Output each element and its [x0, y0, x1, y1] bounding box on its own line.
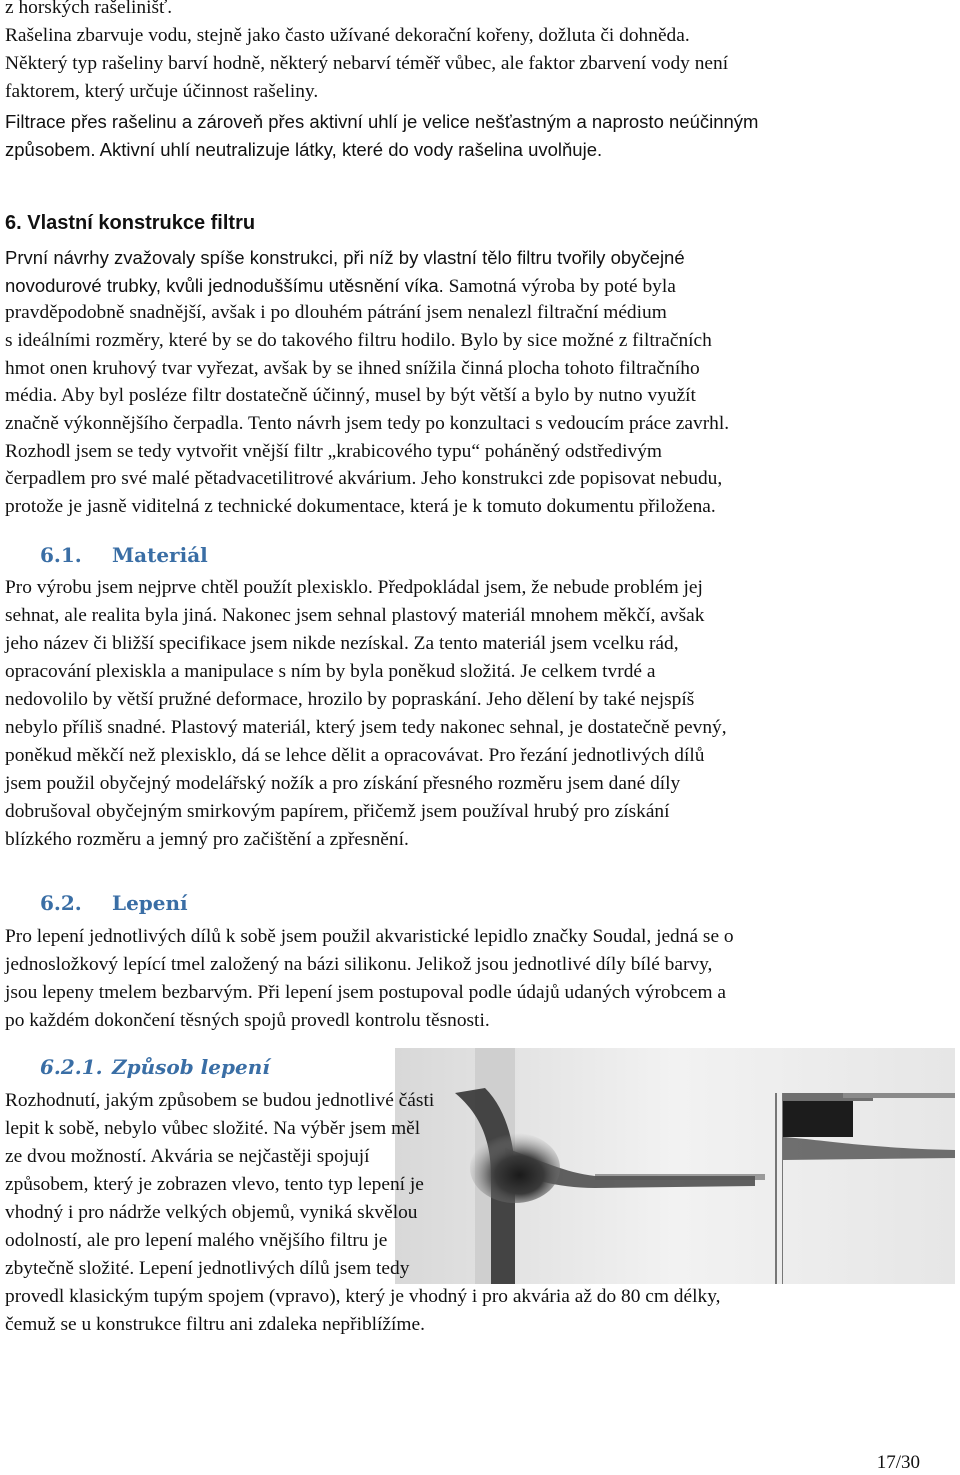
body-line: provedl klasickým tupým spojem (vpravo), který je vhodný i pro akvária až do 80 cm délky, — [5, 1286, 721, 1307]
section-number: 6. — [5, 212, 22, 234]
intro-line: Některý typ rašeliny barví hodně, některý nebarví téměř vůbec, ale faktor zbarvení vody není — [5, 53, 729, 74]
body-line-part: Samotná výroba by poté byla — [443, 276, 676, 297]
body-line: média. Aby byl posléze filtr dostatečně účinný, musel by být větší a bylo by nutno využít — [5, 385, 696, 406]
body-line: opracování plexiskla a manipulace s ním by byla poněkud složitá. Je celkem tvrdé a — [5, 661, 656, 682]
body-line: zbytečně složité. Lepení jednotlivých dílů jsem tedy — [5, 1258, 410, 1279]
body-line: s ideálními rozměry, které by se do takového filtru hodilo. Bylo by sice možné z filtračních — [5, 330, 712, 351]
body-line: lepit k sobě, nebylo vůbec složité. Na výběr jsem měl — [5, 1118, 421, 1139]
intro-line: Filtrace přes rašelinu a zároveň přes aktivní uhlí je velice nešťastným a naprosto neúčinným — [5, 111, 759, 132]
body-line: nedovolilo by větší pružné deformace, hrozilo by popraskání. Jeho dělení by také nejspíš — [5, 689, 695, 710]
body-line: jeho název či bližší specifikace jsem nikde nezískal. Za tento materiál jsem vcelku rád, — [5, 633, 679, 654]
body-line: vhodný i pro nádrže velkých objemů, vyniká skvělou — [5, 1202, 418, 1223]
intro-line: faktorem, který určuje účinnost rašeliny. — [5, 81, 319, 102]
intro-line: způsobem. Aktivní uhlí neutralizuje látky, které do vody rašelina uvolňuje. — [5, 139, 603, 160]
body-line: hmot onen kruhový tvar vyřezat, avšak by se ihned snížila činná plocha tohoto filtračního — [5, 358, 700, 379]
body-line: poněkud měkčí než plexisklo, dá se lehce dělit a opracovávat. Pro řezání jednotlivých dílů — [5, 745, 705, 766]
body-line: Rozhodl jsem se tedy vytvořit vnější filtr „krabicového typu“ poháněný odstředivým — [5, 441, 662, 462]
section-title: Vlastní konstrukce filtru — [27, 212, 256, 234]
section-number: 6.1. — [40, 543, 82, 567]
intro-line: z horských rašelinišť. — [5, 0, 173, 18]
body-line: dobrušoval obyčejným smirkovým papírem, přičemž jsem používal hrubý pro získání — [5, 801, 670, 822]
body-line: sehnat, ale realita byla jiná. Nakonec jsem sehnal plastový materiál mnohem měkčí, avšak — [5, 605, 705, 626]
body-line: protože je jasně viditelná z technické dokumentace, která je k tomuto dokumentu přiložena. — [5, 496, 716, 517]
body-line: jednosložkový lepící tmel založený na bázi silikonu. Jelikož jsou jednotlivé díly bílé barvy, — [5, 954, 713, 975]
body-line: Rozhodnutí, jakým způsobem se budou jednotlivé části — [5, 1090, 435, 1111]
body-line: nebylo příliš snadné. Plastový materiál, který jsem tedy nakonec sehnal, je dostatečně pevný, — [5, 717, 727, 738]
body-line: značně výkonnějšího čerpadla. Tento návrh jsem tedy po konzultaci s vedoucím práce zavrhl. — [5, 413, 730, 434]
body-line: Pro lepení jednotlivých dílů k sobě jsem použil akvaristické lepidlo značky Soudal, jedná se o — [5, 926, 734, 947]
body-line: ze dvou možností. Akvária se nejčastěji spojují — [5, 1146, 370, 1167]
section-6-heading — [5, 212, 255, 235]
section-number: 6.2. — [40, 891, 82, 915]
body-line: pravděpodobně snadnější, avšak i po dlouhém pátrání jsem nenalezl filtrační médium — [5, 302, 667, 323]
body-line: odolností, ale pro lepení malého vnějšího filtru je — [5, 1230, 388, 1251]
body-line: První návrhy zvažovaly spíše konstrukci, při níž by vlastní tělo filtru tvořily obyčejné — [5, 247, 685, 268]
body-line: Pro výrobu jsem nejprve chtěl použít plexisklo. Předpokládal jsem, že nebude problém jej — [5, 577, 703, 598]
body-line-part: novodurové trubky, kvůli jednoduššímu utěsnění víka. — [5, 275, 444, 296]
body-line: jsou lepeny tmelem bezbarvým. Při lepení jsem postupoval podle údajů udaných výrobcem a — [5, 982, 727, 1003]
section-number: 6.2.1. — [40, 1055, 103, 1079]
section-title: Materiál — [112, 543, 208, 567]
glue-joint-figure — [395, 1048, 955, 1284]
body-line: jsem použil obyčejný modelářský nožík a pro získání přesného rozměru jsem dané díly — [5, 773, 681, 794]
intro-line: Rašelina zbarvuje vodu, stejně jako často užívané dekorační kořeny, dožluta či dohněda. — [5, 25, 690, 46]
section-title: Způsob lepení — [112, 1055, 270, 1079]
body-line: blízkého rozměru a jemný pro začištění a zpřesnění. — [5, 829, 409, 850]
page-number: 17/30 — [876, 1452, 920, 1473]
body-line — [5, 272, 676, 301]
body-line: způsobem, který je zobrazen vlevo, tento typ lepení je — [5, 1174, 424, 1195]
body-line: čerpadlem pro své malé pětadvacetilitrové akvárium. Jeho konstrukci zde popisovat nebudu, — [5, 468, 723, 489]
body-line: čemuž se u konstrukce filtru ani zdaleka nepřiblížíme. — [5, 1314, 425, 1335]
section-title: Lepení — [112, 891, 188, 915]
body-line: po každém dokončení těsných spojů provedl kontrolu těsnosti. — [5, 1010, 490, 1031]
